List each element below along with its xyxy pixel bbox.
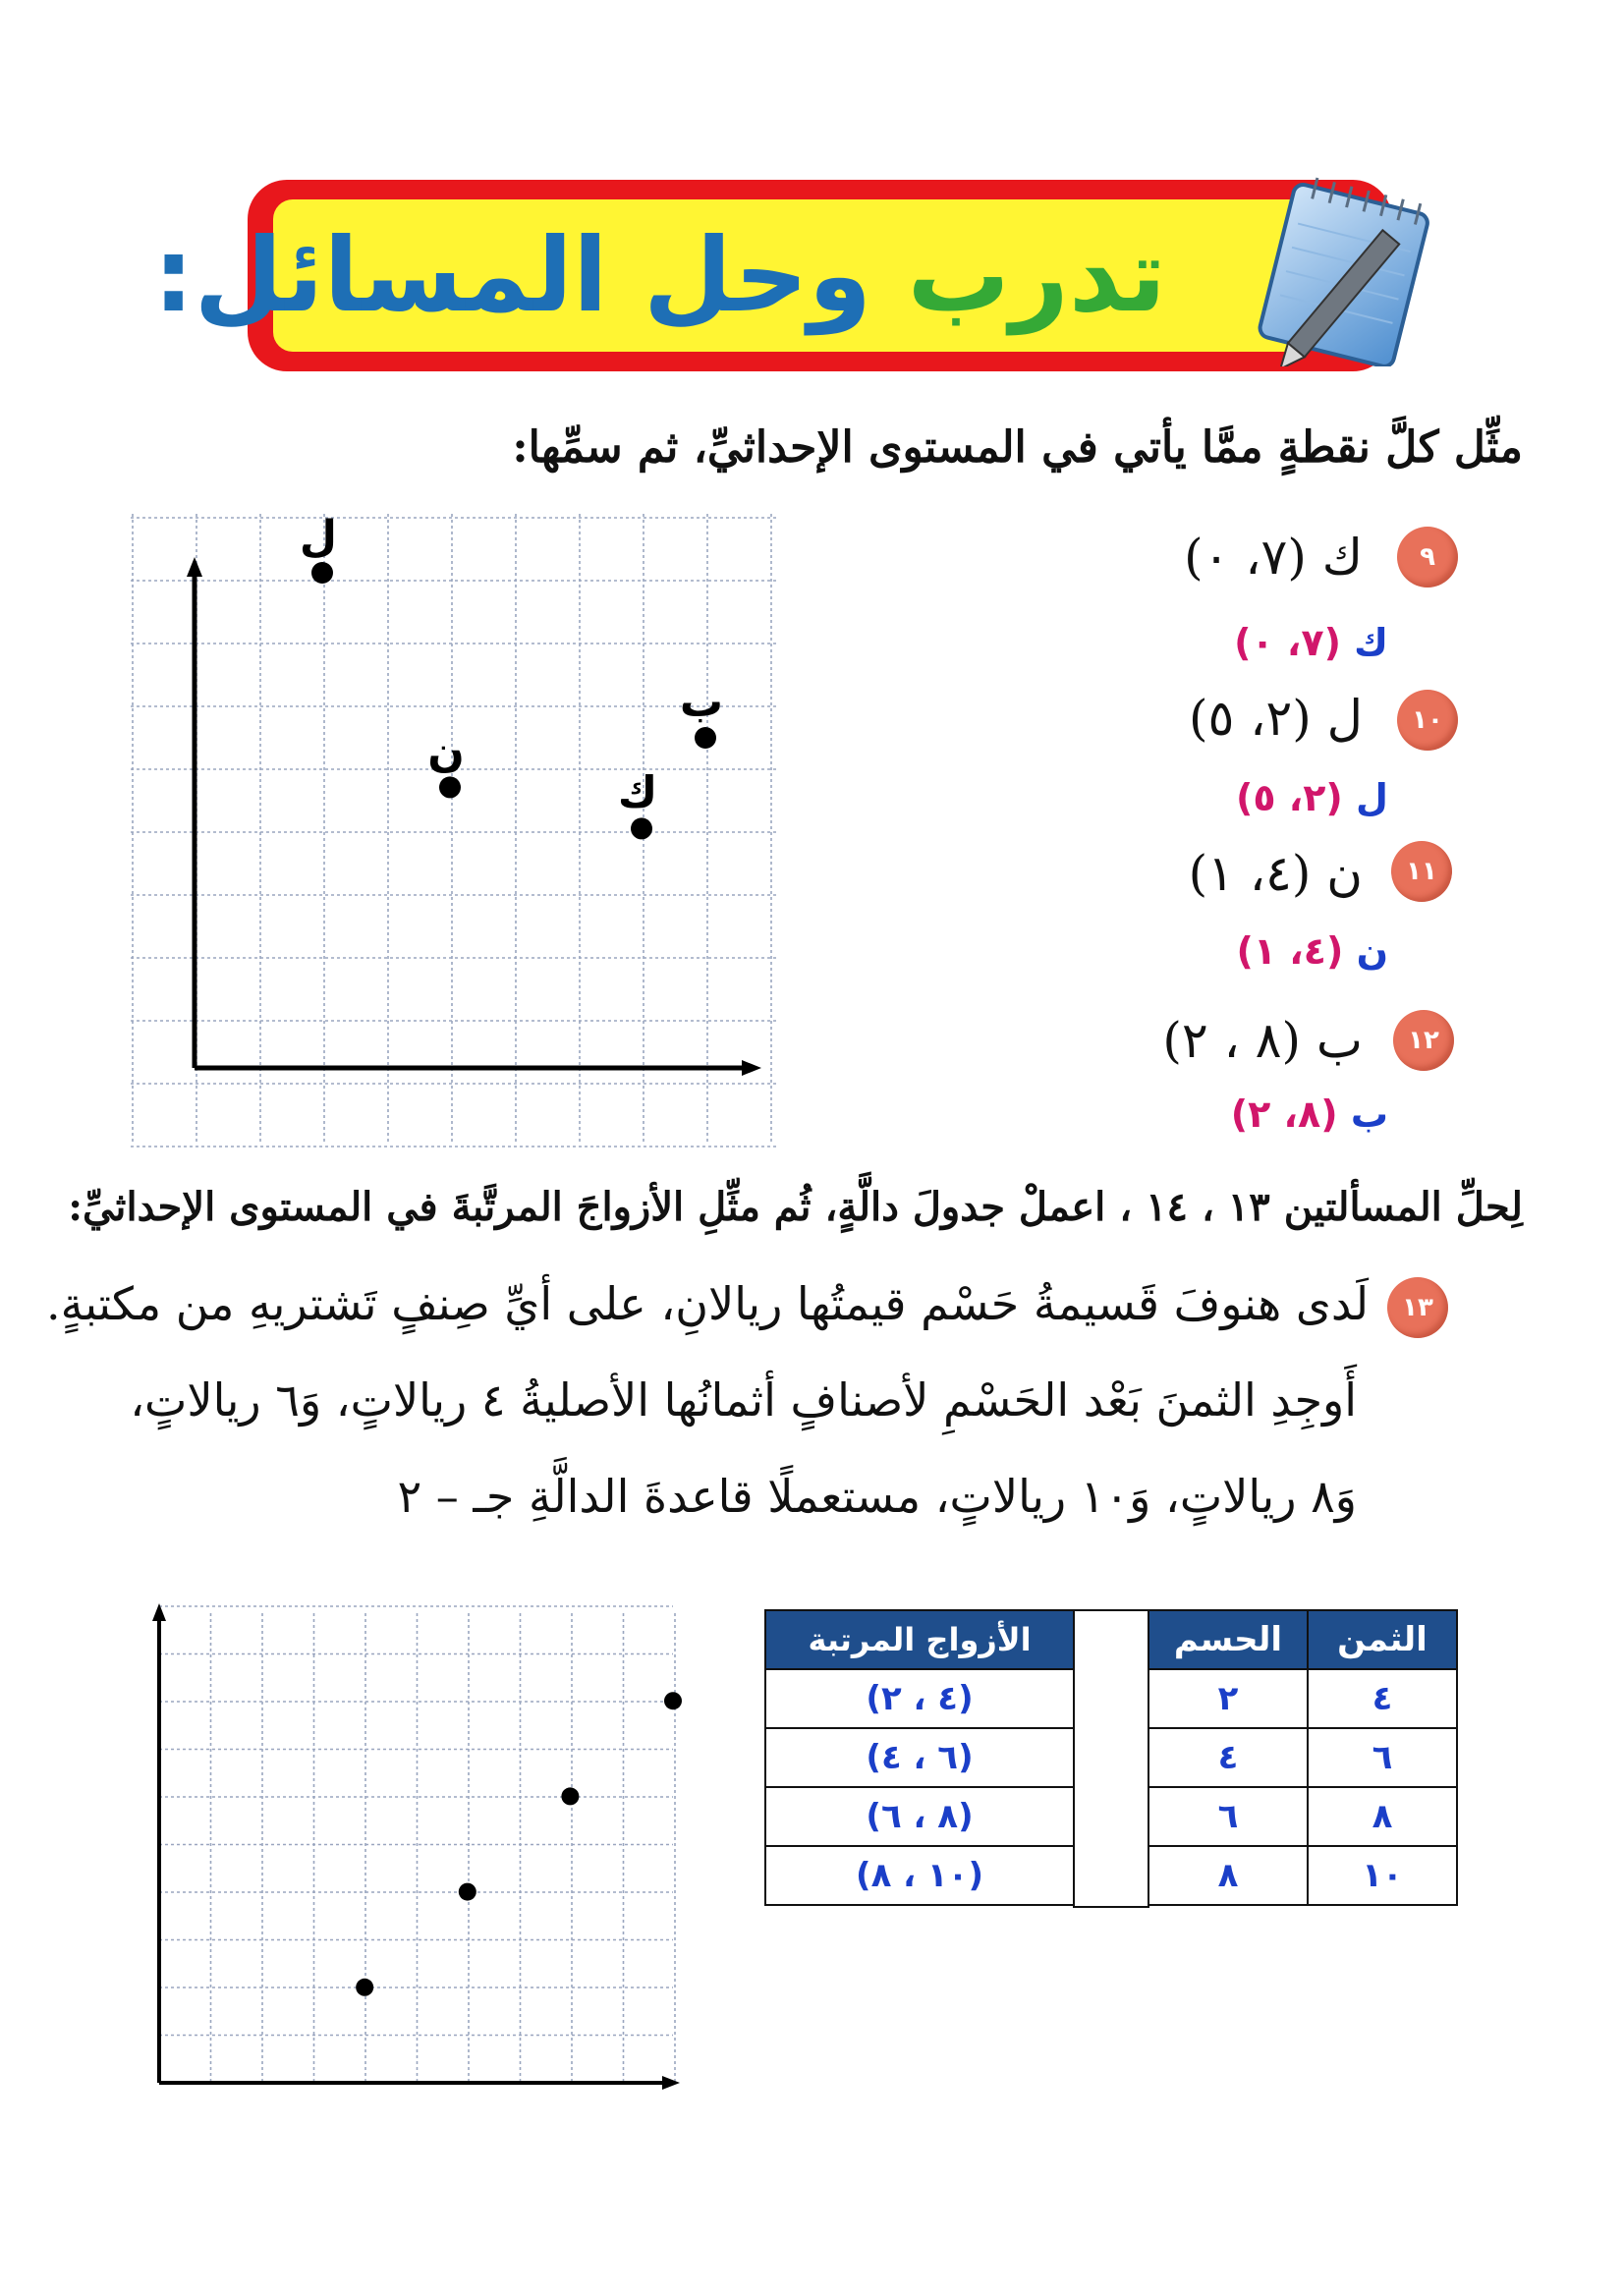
y-axis-arrow [187,557,202,577]
table-header-pairs: الأزواج المرتبة [764,1609,1075,1670]
table-row-2-pair: (٦ ، ٤) [764,1727,1075,1788]
table-row-1-pair: (٤ ، ٢) [764,1668,1075,1729]
question-number-10: ١٠ [1397,690,1458,751]
question-12-text: ب (٨ ، ٢) [1162,1012,1363,1069]
table-row-4-pair: (١٠ ، ٨) [764,1845,1075,1906]
problem-13-line-1: لَدى هنوفَ قَسيمةُ حَسْم قيمتُها ريالانِ، على أيِّ صِنفٍ تَشتريهِ من مكتبةٍ. [46,1277,1369,1330]
answer-10-letter: ل [1356,776,1388,819]
answer-10-coords: (٢، ٥) [1235,776,1343,819]
answer-11 [1237,929,1389,973]
table-header-price: الثمن [1307,1609,1458,1670]
plot-point-label-1: ل [299,512,338,562]
table-row-2-discount: ٤ [1148,1727,1309,1788]
answer-10 [1236,776,1388,819]
y-axis-arrow [152,1603,166,1621]
plot-point-label-3: ك [617,767,658,818]
question-11-text: ن (٤، ١) [1188,845,1363,902]
plot-point-label-4: ب [679,677,724,727]
coordinate-plane-1 [123,506,789,1149]
answer-9 [1234,621,1388,664]
plot-point-2 [459,1883,476,1901]
coordinate-plane-2 [138,1584,707,2102]
table-row-4-discount: ٨ [1148,1845,1309,1906]
question-10-text: ل (٢، ٥) [1189,690,1363,747]
question-number-13: ١٣ [1387,1277,1448,1338]
table-row-4-price: ١٠ [1307,1845,1458,1906]
answer-12-coords: (٨، ٢) [1230,1092,1338,1136]
answer-11-letter: ن [1356,929,1388,973]
plot-point-4 [664,1692,682,1709]
table-row-1-price: ٤ [1307,1668,1458,1729]
table-row-1-discount: ٢ [1148,1668,1309,1729]
problem-13-line-3: وَ٨ ريالاتٍ، وَ١٠ ريالاتٍ، مستعملًا قاعدةَ الدالَّةِ جـ – ٢ [397,1470,1357,1523]
instruction-plot-points: مثِّل كلَّ نقطةٍ ممَّا يأتي في المستوى الإحداثيِّ، ثم سمِّها: [512,422,1523,473]
title-banner-inner [152,199,1314,352]
title-word-1: تدرب [907,215,1166,335]
question-number-11: ١١ [1391,841,1452,902]
table-row-3-pair: (٨ ، ٦) [764,1786,1075,1847]
problem-13-line-2: أَوجِدِ الثمنَ بَعْد الحَسْمِ لأصنافٍ أثمانُها الأصليةُ ٤ ريالاتٍ، وَ٦ ريالاتٍ، [130,1373,1357,1427]
title-word-2: وحل المسائل: [152,215,872,335]
title-banner [152,180,1392,371]
plot-point-2 [439,776,461,798]
answer-9-letter: ك [1354,621,1388,664]
plot-point-label-2: ن [427,726,465,777]
question-number-9: ٩ [1397,527,1458,588]
grid-lines [131,514,779,1147]
x-axis-arrow [742,1060,761,1076]
answer-9-coords: (٧، ٠) [1234,621,1341,664]
question-9-text: ك (٧، ٠) [1184,529,1363,586]
page-title [153,199,1166,352]
answer-12 [1231,1092,1388,1136]
table-header-discount: الحسم [1148,1609,1309,1670]
table-row-2-price: ٦ [1307,1727,1458,1788]
table-gap-column [1073,1609,1149,1908]
question-number-12: ١٢ [1393,1010,1454,1071]
answer-12-letter: ب [1350,1092,1388,1136]
plot-point-3 [631,817,652,839]
instruction-problems-13-14: لِحلِّ المسألتين ١٣ ، ١٤ ، اعملْ جدولَ دالَّةٍ، ثُم مثِّلِ الأزواجَ المرتَّبةَ في المستوى الإحداثيِّ: [68,1184,1523,1230]
plot-point-4 [695,727,716,749]
table-row-3-discount: ٦ [1148,1786,1309,1847]
plot-point-1 [356,1979,373,1996]
table-row-3-price: ٨ [1307,1786,1458,1847]
plot-point-3 [561,1787,579,1805]
answer-11-coords: (٤، ١) [1236,929,1344,973]
plot-point-1 [311,562,333,584]
function-table [764,1609,1428,1910]
notepad-pencil-icon [1236,175,1437,366]
x-axis-arrow [662,2076,680,2090]
grid-lines [159,1606,675,2083]
